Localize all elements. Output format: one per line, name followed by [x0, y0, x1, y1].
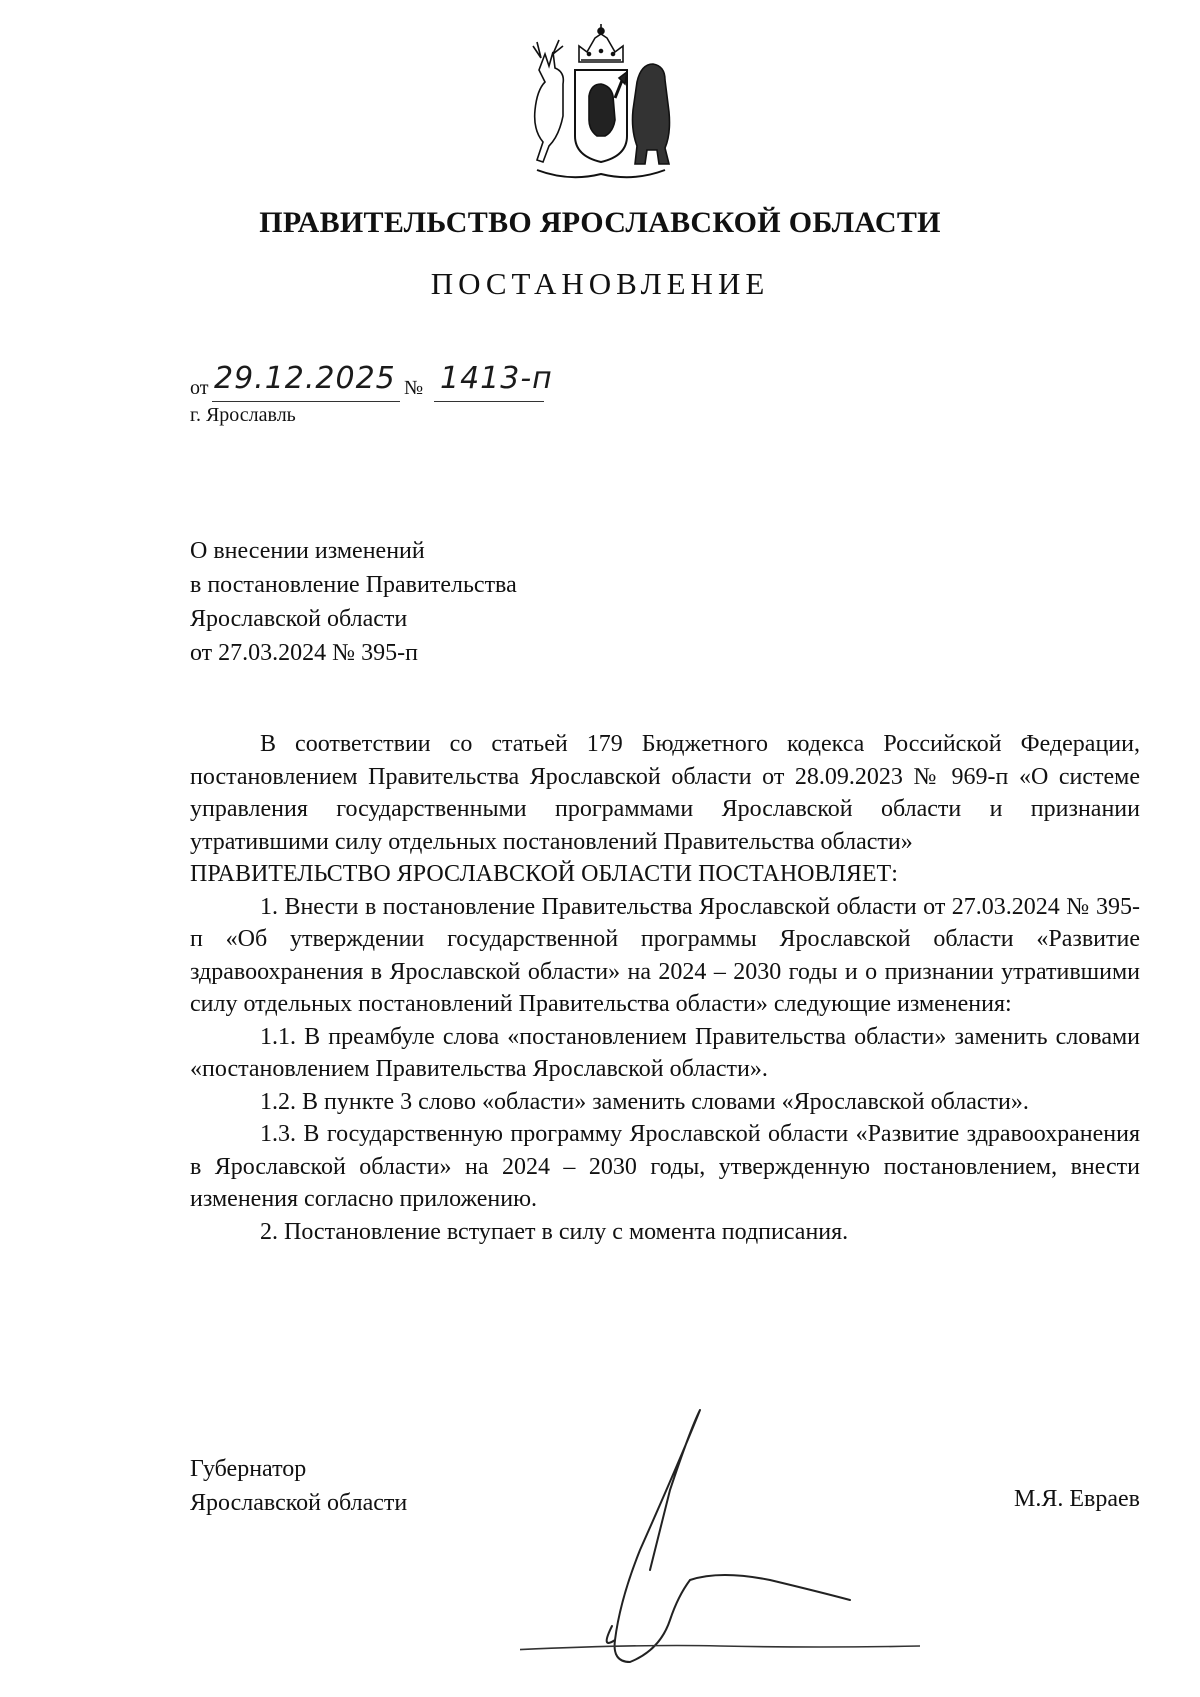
preamble-paragraph: В соответствии со статьей 179 Бюджетного кодекса Российской Федерации, постановлением Правительства Ярославской области от 28.09.2023 № 969-п «О системе управления государственными программами Ярославской области и признании утратившими силу отдельных постановлений Правительства области»: [190, 731, 1140, 855]
document-number: 1413-п: [440, 361, 553, 396]
number-underline: [434, 401, 544, 402]
item-1-paragraph: 1. Внести в постановление Правительства Ярославской области от 27.03.2024 № 395-п «Об утверждении государственной программы Ярославской области «Развитие здравоохранения в Ярославской области» на 2024 – 2030 годы и о признании утратившими силу отдельных постановлений Правительства области» следующие изменения:: [190, 893, 1140, 1017]
item-1-1-paragraph: 1.1. В преамбуле слова «постановлением Правительства области» заменить словами «постановлением Правительства Ярославской области».: [190, 1023, 1140, 1082]
resolves-heading: ПРАВИТЕЛЬСТВО ЯРОСЛАВСКОЙ ОБЛАСТИ ПОСТАНОВЛЯЕТ:: [190, 861, 898, 887]
signatory-position: [190, 1452, 407, 1520]
subject-line: от 27.03.2024 № 395-п: [190, 640, 418, 666]
item-1-2-paragraph: 1.2. В пункте 3 слово «области» заменить словами «Ярославской области».: [260, 1088, 1029, 1115]
handwritten-signature-icon: [520, 1400, 940, 1680]
coat-of-arms-icon: [519, 24, 683, 188]
document-subject: [190, 534, 517, 670]
item-2-paragraph: 2. Постановление вступает в силу с момента подписания.: [260, 1218, 849, 1245]
city-label: г. Ярославль: [190, 404, 296, 426]
document-date: 29.12.2025: [214, 361, 396, 396]
signer-name: М.Я. Евраев: [1014, 1486, 1140, 1512]
subject-line: Ярославской области: [190, 606, 408, 632]
number-label: №: [404, 377, 424, 399]
organization-title: ПРАВИТЕЛЬСТВО ЯРОСЛАВСКОЙ ОБЛАСТИ: [259, 206, 941, 239]
document-type: ПОСТАНОВЛЕНИЕ: [430, 266, 770, 301]
position-line: Губернатор: [190, 1456, 307, 1482]
document-body: [190, 728, 1140, 1248]
subject-line: в постановление Правительства: [190, 572, 517, 598]
position-line: Ярославской области: [190, 1490, 408, 1516]
date-number-line: [190, 362, 610, 406]
from-label: от: [190, 377, 209, 399]
item-1-3-paragraph: 1.3. В государственную программу Ярославской области «Развитие здравоохранения в Ярославской области» на 2024 – 2030 годы, утвержденную постановлением, внести изменения согласно приложению.: [190, 1121, 1140, 1212]
date-underline: [212, 401, 400, 402]
subject-line: О внесении изменений: [190, 538, 425, 564]
